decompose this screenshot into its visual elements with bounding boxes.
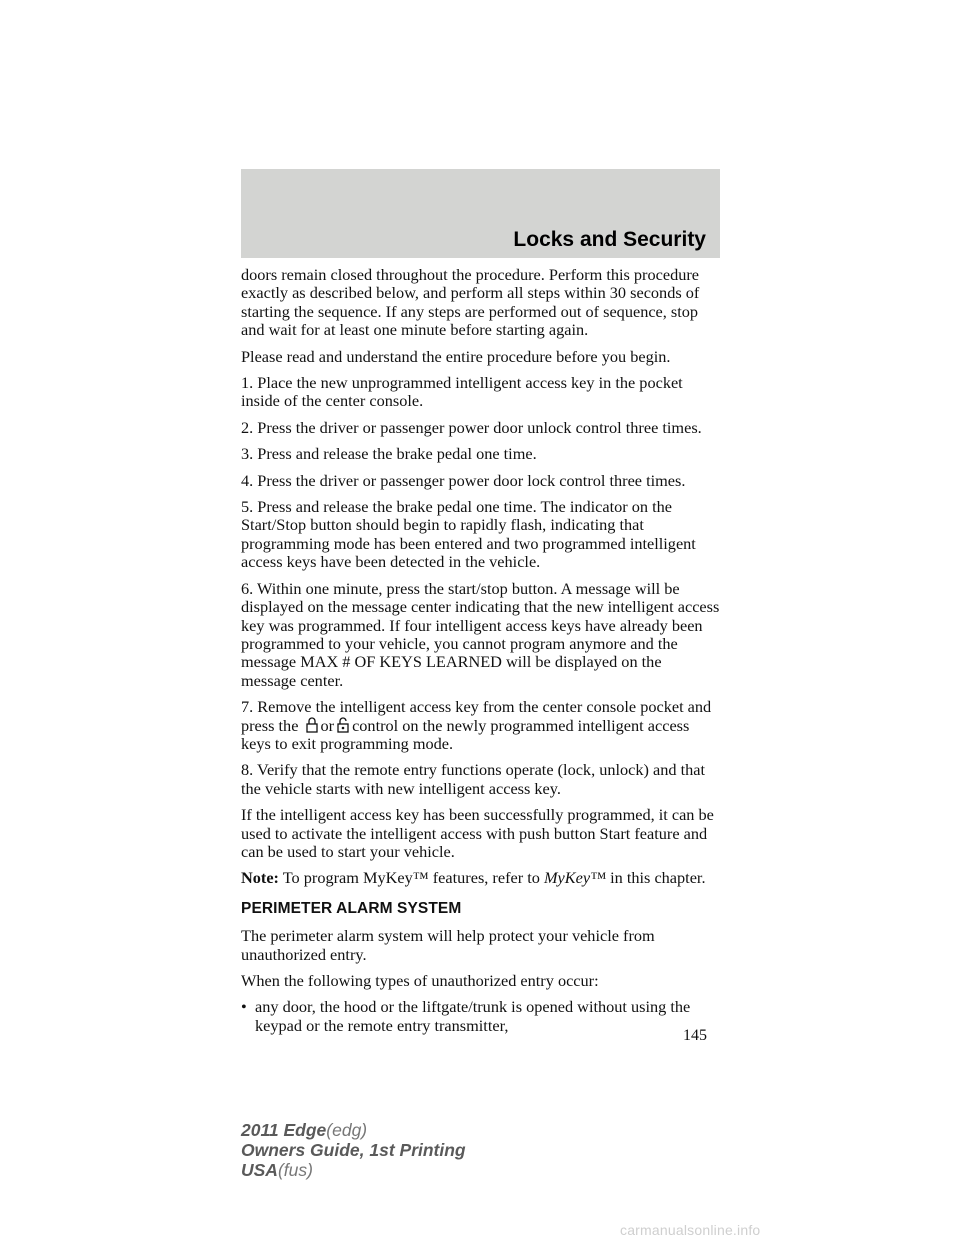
footer-market-code: (fus) xyxy=(277,1160,313,1180)
paragraph: doors remain closed throughout the procedure. Perform this procedure exactly as described below, and perform all steps within 30 seconds of starting the sequence. If any steps are performed out of sequence, stop and wait for at least one minute before starting again. xyxy=(241,265,700,340)
page-content xyxy=(241,266,720,1035)
paragraph: Please read and understand the entire procedure before you begin. xyxy=(241,346,671,366)
step-7 xyxy=(241,698,720,753)
footer-line-3 xyxy=(241,1160,466,1180)
step-8: 8. Verify that the remote entry functions operate (lock, unlock) and that the vehicle starts with new intelligent access key. xyxy=(241,760,706,798)
step-2: 2. Press the driver or passenger power door unlock control three times. xyxy=(241,417,702,437)
paragraph: The perimeter alarm system will help protect your vehicle from unauthorized entry. xyxy=(241,926,655,964)
note xyxy=(241,869,720,887)
step-6: 6. Within one minute, press the start/stop button. A message will be displayed on the message center indicating that the new intelligent access key was programmed. If four intelligent access keys have already been programmed to your vehicle, you cannot program anymore and the message MAX # OF KEYS LEARNED will be displayed on the message center. xyxy=(241,578,720,690)
bullet-item xyxy=(241,998,720,1035)
step-7-text-b: control on the newly programmed intelligent access keys to exit programming mode. xyxy=(241,715,690,753)
step-7-text-a: 7. Remove the intelligent access key from the center console pocket and press the xyxy=(241,697,712,735)
step-4: 4. Press the driver or passenger power door lock control three times. xyxy=(241,470,686,490)
footer-model-code: (edg) xyxy=(326,1120,368,1140)
section-heading: PERIMETER ALARM SYSTEM xyxy=(241,899,462,917)
step-7-or: or xyxy=(320,715,335,735)
footer-market: USA xyxy=(241,1160,278,1180)
page-number: 145 xyxy=(683,1027,707,1044)
document-footer xyxy=(241,1120,466,1180)
paragraph: When the following types of unauthorized entry occur: xyxy=(241,971,599,990)
section-header-title: Locks and Security xyxy=(513,228,706,251)
note-reference: MyKey™ xyxy=(543,868,607,888)
watermark: carmanualsonline.info xyxy=(620,1222,761,1238)
lock-icon xyxy=(305,717,319,733)
paragraph: If the intelligent access key has been successfully programmed, it can be used to activate the intelligent access with push button Start feature and can be used to start your vehicle. xyxy=(241,805,714,861)
note-label: Note: xyxy=(241,868,279,888)
footer-line-1 xyxy=(241,1120,466,1140)
step-3: 3. Press and release the brake pedal one time. xyxy=(241,444,537,464)
note-text-b: in this chapter. xyxy=(610,868,706,888)
step-1: 1. Place the new unprogrammed intelligent access key in the pocket inside of the center console. xyxy=(241,373,683,411)
footer-line-2: Owners Guide, 1st Printing xyxy=(241,1140,466,1160)
note-text-a: To program MyKey™ features, refer to xyxy=(282,868,540,888)
footer-model: 2011 Edge xyxy=(241,1120,327,1140)
bullet-text: any door, the hood or the liftgate/trunk is opened without using the keypad or the remote entry transmitter, xyxy=(255,997,691,1035)
unlock-icon xyxy=(336,717,350,733)
step-5: 5. Press and release the brake pedal one time. The indicator on the Start/Stop button should begin to rapidly flash, indicating that programming mode has been entered and two programmed intelligent access keys have been detected in the vehicle. xyxy=(241,497,696,572)
bullet-mark: • xyxy=(241,997,247,1017)
section-header-box xyxy=(241,169,720,258)
